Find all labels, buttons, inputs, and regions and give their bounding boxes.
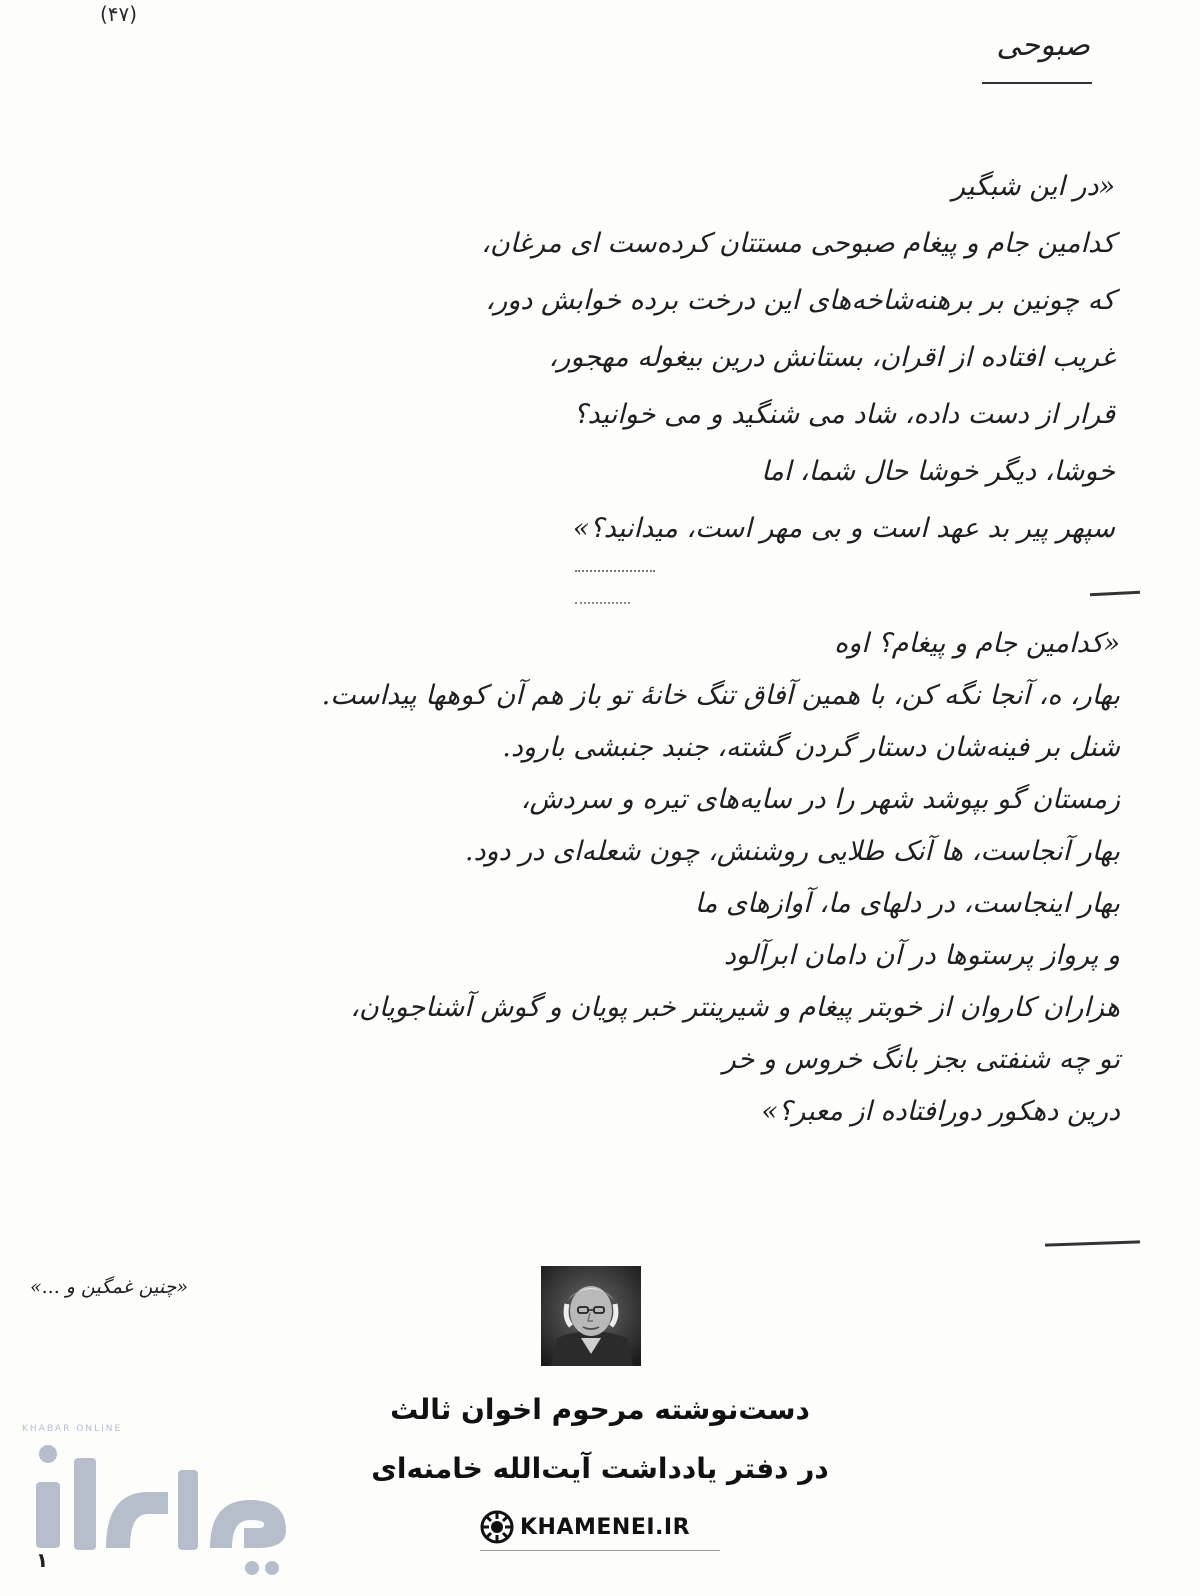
- brand-divider: [480, 1550, 720, 1551]
- page-number: (۴۷): [100, 2, 138, 26]
- poem-line: و پرواز پرستوها در آن دامان ابرآلود: [723, 940, 1120, 971]
- author-portrait: [541, 1266, 641, 1366]
- brand-name: KHAMENEI.IR: [520, 1514, 691, 1540]
- ink-dots: [575, 570, 655, 572]
- watermark-logo: [18, 1430, 308, 1580]
- poem-line: قرار از دست داده، شاد می شنگید و می خوانید؟: [573, 399, 1115, 430]
- poem-line: بهار، ‌ه، آنجا نگه کن، با همین آفاق تنگ خانهٔ تو باز هم آن کوهها پیداست.: [321, 680, 1120, 711]
- poem-line: تو چه شنفتی بجز بانگ خروس و خر: [722, 1044, 1120, 1075]
- watermark-caption: KHABAR ONLINE: [22, 1424, 123, 1434]
- poem-line: غریب افتاده از اقران، بستانش درین بیغوله مهجور،: [548, 342, 1115, 373]
- section-scribble: [1090, 591, 1140, 597]
- poem-line: هزاران کاروان از خوبتر پیغام و شیرینتر خبر پویان و گوش آشناجویان،: [350, 992, 1120, 1023]
- poem-line: خوشا، دیگر خوشا حال شما، اما: [761, 456, 1115, 487]
- ink-dots: [575, 602, 630, 604]
- caption-line-2: در دفتر یادداشت آیت‌الله خامنه‌ای: [371, 1452, 829, 1485]
- emblem-icon: [480, 1510, 514, 1544]
- poem-line: کدامین جام و پیغام صبوحی مستتان کرده‌ست ای مرغان،: [481, 228, 1115, 259]
- poem-line: که چونین بر برهنه‌شاخه‌های این درخت برده خوابش دور،: [485, 285, 1115, 316]
- brand-logo: [480, 1510, 690, 1544]
- section-scribble: [1045, 1240, 1140, 1246]
- poem-line: بهار اینجاست، در دلهای ما، آوازهای ما: [694, 888, 1120, 919]
- poem-line: زمستان گو بپوشد شهر را در سایه‌های تیره و سردش،: [520, 784, 1120, 815]
- title-underline: [982, 82, 1092, 84]
- poem-line: درین دهکور دورافتاده از معبر؟»: [761, 1096, 1120, 1127]
- continuation-note: «چنین غمگین و ...»: [30, 1276, 188, 1298]
- poem-title: صبوحی: [996, 28, 1090, 63]
- portrait-image: [541, 1266, 641, 1366]
- poem-line: «کدامین جام و پیغام؟ اوه: [834, 628, 1120, 659]
- corner-number: ۱: [36, 1548, 49, 1572]
- stanza-1: [75, 158, 1115, 557]
- stanza-2: [60, 618, 1120, 1138]
- caption-line-1: دست‌نوشته مرحوم اخوان ثالث: [390, 1393, 810, 1426]
- poem-line: «در این شبگیر: [951, 171, 1115, 202]
- poem-line: بهار آنجاست، ها آنک طلایی روشنش، چون شعله‌ای در دود.: [464, 836, 1120, 867]
- poem-line: سپهر پیر بد عهد است و بی مهر است، میدانید؟»: [572, 513, 1115, 544]
- poem-line: شنل بر فینه‌شان دستار گردن گشته، جنبد جنبشی بارود.: [502, 732, 1120, 763]
